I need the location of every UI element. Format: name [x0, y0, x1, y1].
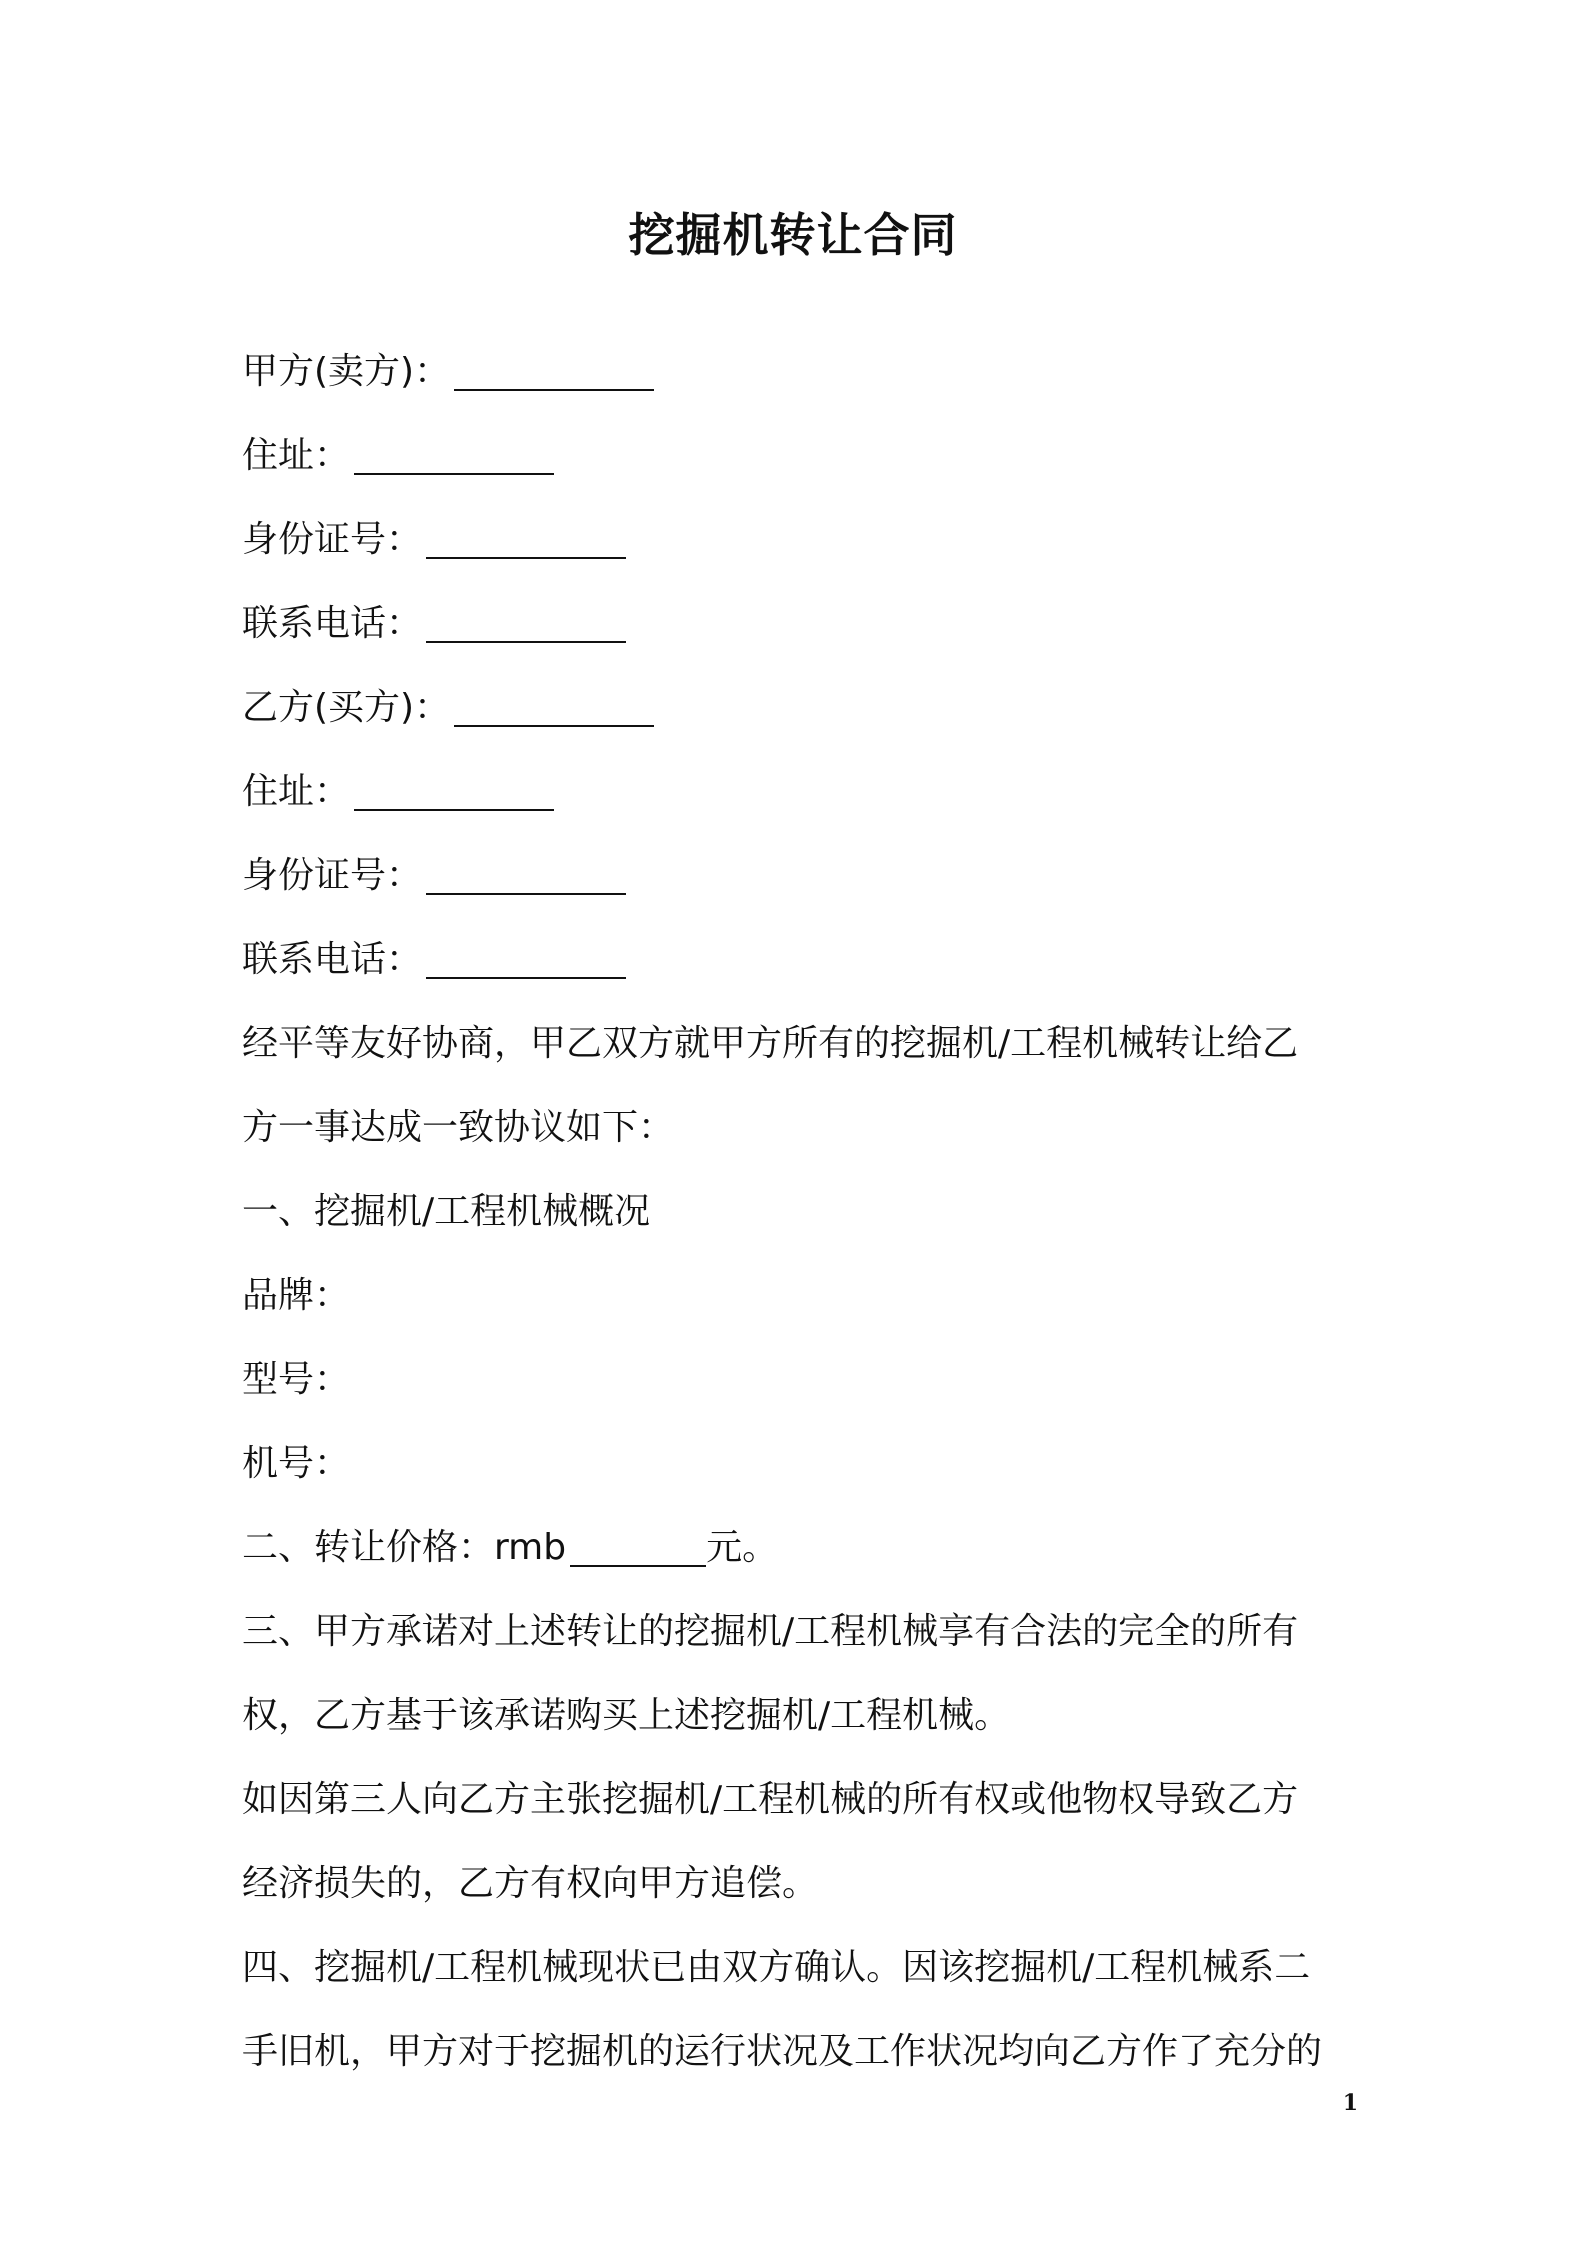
section-4-line-1: 四、挖掘机/工程机械现状已由双方确认。因该挖掘机/工程机械系二 — [242, 1947, 1311, 1988]
page-number: 1 — [1342, 2090, 1358, 2116]
party-b-address-label: 住址： — [242, 771, 351, 812]
price-suffix: 元。 — [706, 1527, 779, 1568]
party-a-address-label: 住址： — [242, 435, 351, 476]
party-a-phone-line — [242, 582, 1362, 666]
section-3-line-3: 如因第三人向乙方主张挖掘机/工程机械的所有权或他物权导致乙方 — [242, 1779, 1299, 1820]
model-label: 型号： — [242, 1359, 351, 1400]
party-a-id-line — [242, 498, 1362, 582]
brand-label: 品牌： — [242, 1275, 351, 1316]
section-3-line-4: 经济损失的，乙方有权向甲方追偿。 — [242, 1863, 819, 1904]
contract-body — [242, 330, 1362, 2094]
section-4-line-2: 手旧机，甲方对于挖掘机的运行状况及工作状况均向乙方作了充分的 — [242, 2031, 1323, 2072]
party-b-phone-label: 联系电话： — [242, 939, 423, 980]
price-blank — [570, 1521, 706, 1567]
party-b-phone-line — [242, 918, 1362, 1002]
party-a-id-label: 身份证号： — [242, 519, 423, 560]
party-a-address-line — [242, 414, 1362, 498]
party-b-id-label: 身份证号： — [242, 855, 423, 896]
party-a-label: 甲方(卖方)： — [242, 351, 451, 392]
party-b-id-blank — [426, 849, 626, 895]
party-a-phone-label: 联系电话： — [242, 603, 423, 644]
party-a-name-blank — [454, 345, 654, 391]
party-a-address-blank — [354, 429, 554, 475]
party-b-id-line — [242, 834, 1362, 918]
party-a-seller-line — [242, 330, 1362, 414]
party-a-phone-blank — [426, 597, 626, 643]
party-b-phone-blank — [426, 933, 626, 979]
party-b-buyer-line — [242, 666, 1362, 750]
party-b-label: 乙方(买方)： — [242, 687, 451, 728]
preamble-line-1: 经平等友好协商，甲乙双方就甲方所有的挖掘机/工程机械转让给乙 — [242, 1023, 1299, 1064]
section-1-heading: 一、挖掘机/工程机械概况 — [242, 1191, 651, 1232]
section-3-line-1: 三、甲方承诺对上述转让的挖掘机/工程机械享有合法的完全的所有 — [242, 1611, 1299, 1652]
preamble-line-2: 方一事达成一致协议如下： — [242, 1107, 675, 1148]
party-b-address-blank — [354, 765, 554, 811]
price-prefix: 二、转让价格：rmb — [242, 1527, 567, 1568]
machine-number-label: 机号： — [242, 1443, 351, 1484]
section-3-line-2: 权，乙方基于该承诺购买上述挖掘机/工程机械。 — [242, 1695, 1011, 1736]
party-a-id-blank — [426, 513, 626, 559]
party-b-name-blank — [454, 681, 654, 727]
party-b-address-line — [242, 750, 1362, 834]
page-title: 挖掘机转让合同 — [628, 208, 958, 262]
section-2-price-line — [242, 1506, 1362, 1590]
